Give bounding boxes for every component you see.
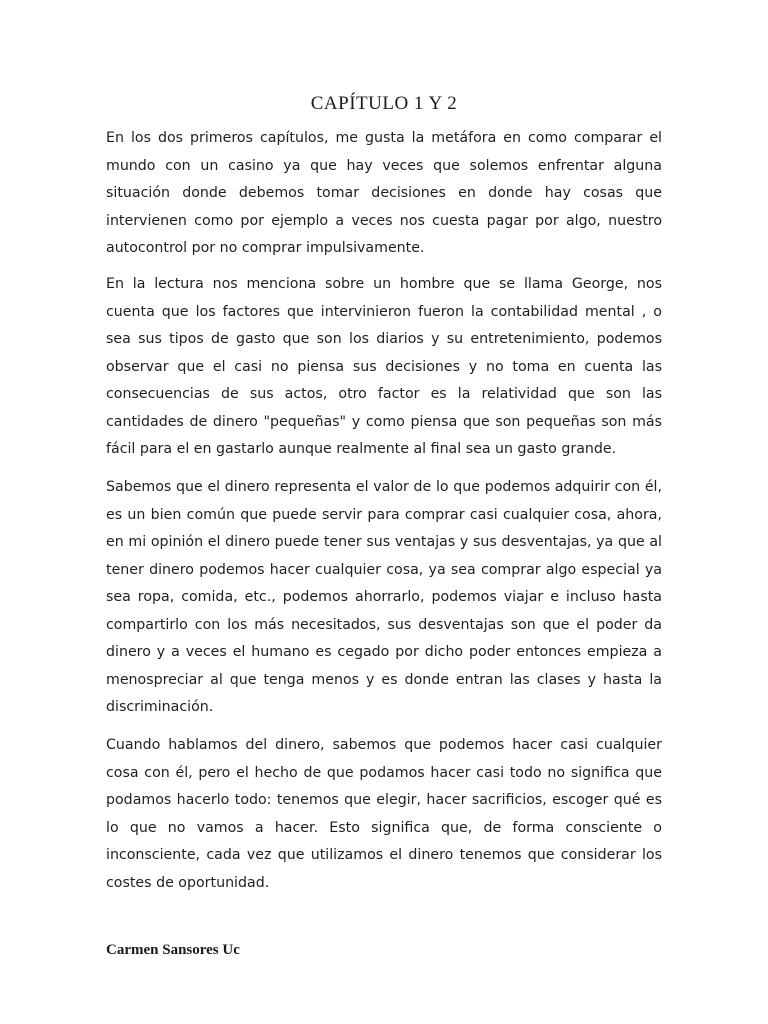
paragraph-1: En los dos primeros capítulos, me gusta la metáfora en como comparar el mundo con un casino ya que hay veces que solemos enfrentar alguna situación donde debemos tomar decisiones en donde hay cosas que intervienen como por ejemplo a veces nos cuesta pagar por algo, nuestro autocontrol por no comprar impulsivamente. (106, 130, 662, 256)
paragraph-4: Cuando hablamos del dinero, sabemos que podemos hacer casi cualquier cosa con él, pero el hecho de que podamos hacer casi todo no significa que podamos hacerlo todo: tenemos que elegir, hacer sacrificios, escoger qué es lo que no vamos a hacer. Esto significa que, de forma consciente o inconsciente, cada vez que utilizamos el dinero tenemos que considerar los costes de oportunidad. (106, 737, 662, 891)
paragraph-3: Sabemos que el dinero representa el valor de lo que podemos adquirir con él, es un bien común que puede servir para comprar casi cualquier cosa, ahora, en mi opinión el dinero puede tener sus ventajas y sus desventajas, ya que al tener dinero podemos hacer cualquier cosa, ya sea comprar algo especial ya sea ropa, comida, etc., podemos ahorrarlo, podemos viajar e incluso hasta compartirlo con los más necesitados, sus desventajas son que el poder da dinero y a veces el humano es cegado por dicho poder entonces empieza a menospreciar al que tenga menos y es donde entran las clases y hasta la discriminación. (106, 479, 662, 715)
chapter-title: CAPÍTULO 1 Y 2 (310, 93, 458, 114)
paragraph-2: En la lectura nos menciona sobre un hombre que se llama George, nos cuenta que los factores que intervinieron fueron la contabilidad mental , o sea sus tipos de gasto que son los diarios y su entretenimiento, podemos observar que el casi no piensa sus decisiones y no toma en cuenta las consecuencias de sus actos, otro factor es la relatividad que son las cantidades de dinero "pequeñas" y como piensa que son pequeñas son más fácil para el en gastarlo aunque realmente al final sea un gasto grande. (106, 276, 662, 457)
author-name: Carmen Sansores Uc (106, 942, 240, 958)
